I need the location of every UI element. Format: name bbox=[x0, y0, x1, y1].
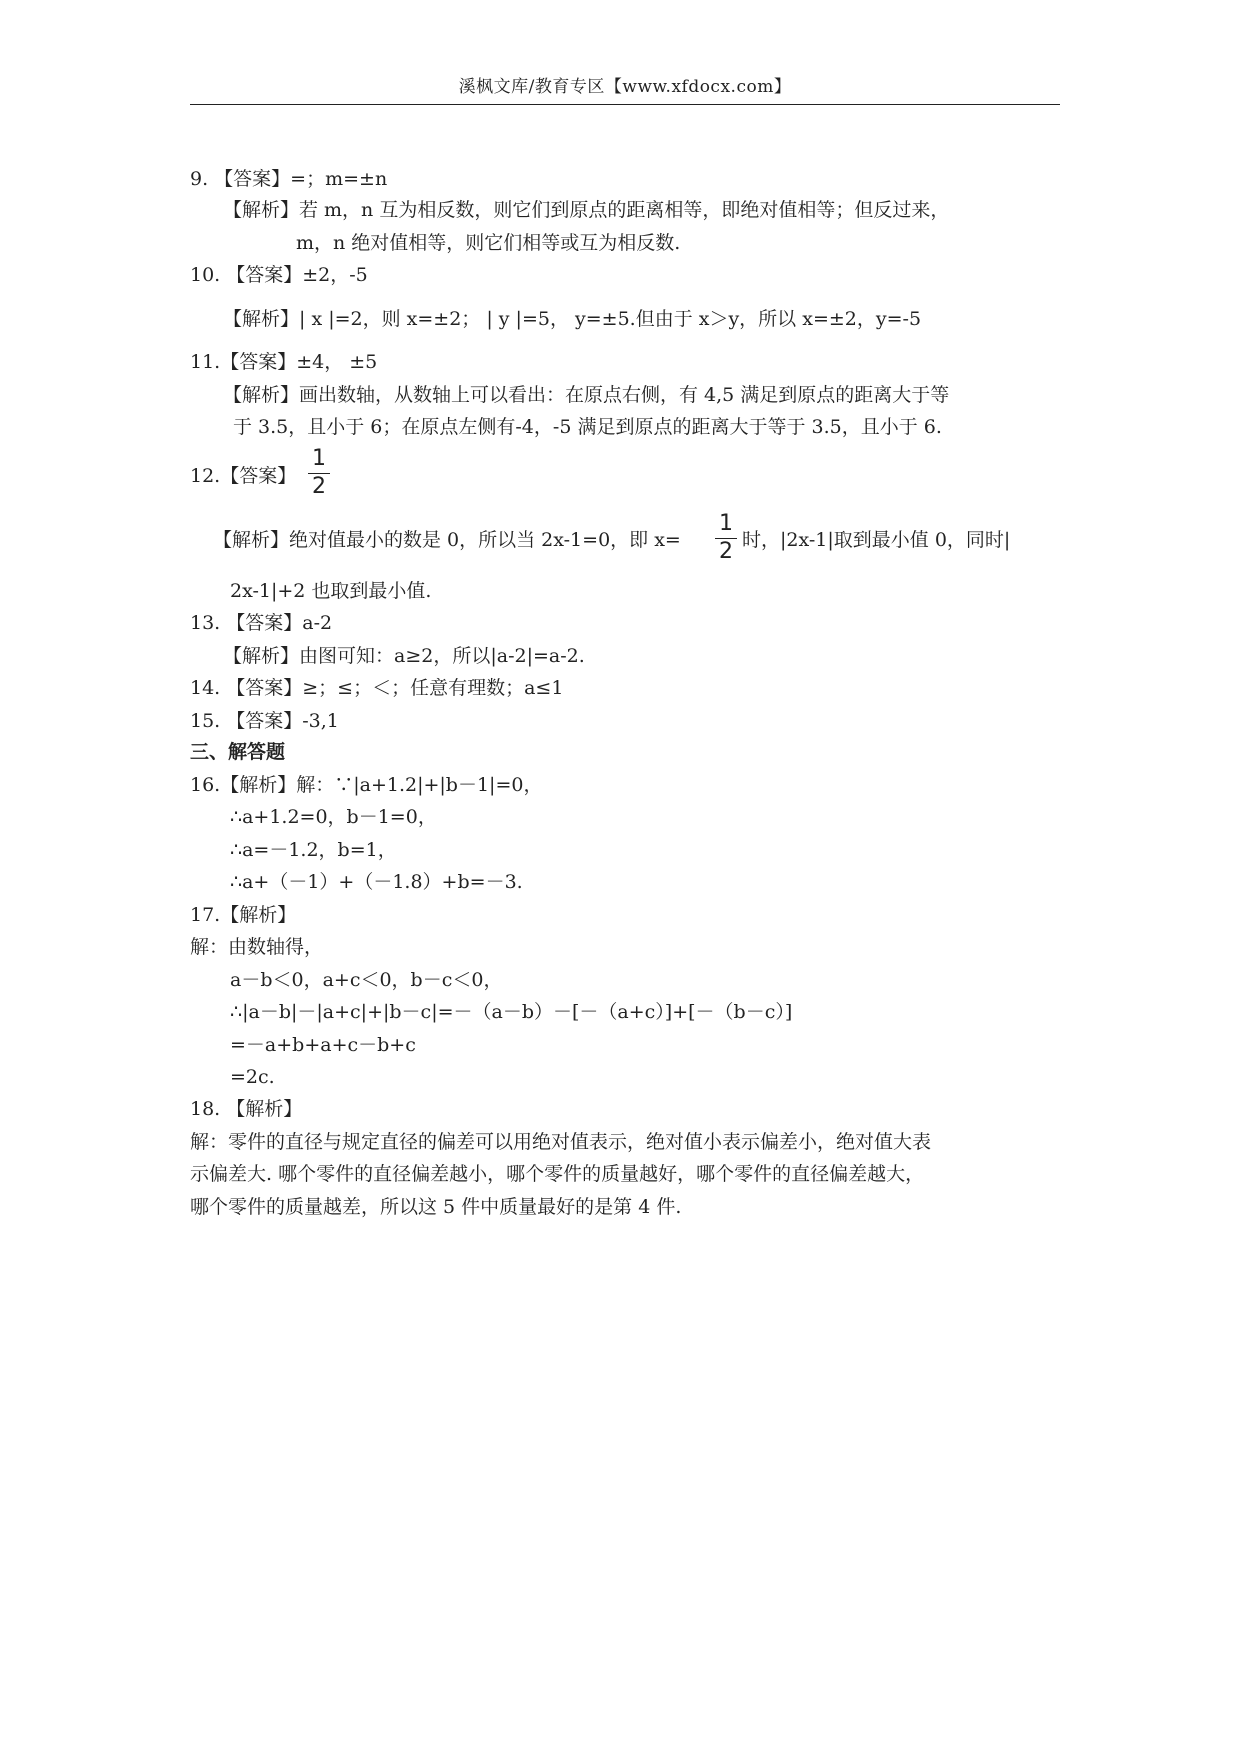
analysis-12-cont: 2x-1|+2 也取到最小值. bbox=[230, 580, 432, 602]
answer-15: 15. 【答案】-3,1 bbox=[190, 710, 339, 732]
answer-10: 10. 【答案】±2，-5 bbox=[190, 264, 368, 286]
solution-17-step4: =2c. bbox=[230, 1066, 275, 1088]
analysis-10: 【解析】| x |=2，则 x=±2； | y |=5， y=±5.但由于 x＞y，所以 x=±2，y=-5 bbox=[223, 308, 922, 330]
analysis-12: 【解析】绝对值最小的数是 0，所以当 2x-1=0，即 x= bbox=[213, 529, 681, 551]
solution-17-intro: 解：由数轴得， bbox=[190, 936, 324, 958]
analysis-9-cont: m，n 绝对值相等，则它们相等或互为相反数. bbox=[296, 232, 681, 254]
solution-18-text2: 示偏差大. 哪个零件的直径偏差越小，哪个零件的质量越好，哪个零件的直径偏差越大， bbox=[190, 1163, 925, 1185]
fraction-denominator: 2 bbox=[719, 539, 733, 564]
solution-18: 18. 【解析】 bbox=[190, 1098, 303, 1120]
fraction-numerator: 1 bbox=[719, 511, 733, 536]
analysis-13: 【解析】由图可知：a≥2，所以|a-2|=a-2. bbox=[223, 645, 585, 667]
fraction-numerator: 1 bbox=[312, 446, 326, 471]
analysis-11-cont: 于 3.5，且小于 6；在原点左侧有-4，-5 满足到原点的距离大于等于 3.5，且小于 6. bbox=[233, 416, 942, 438]
solution-16-step1: ∴a+1.2=0，b－1=0， bbox=[230, 806, 437, 828]
analysis-11: 【解析】画出数轴，从数轴上可以看出：在原点右侧，有 4,5 满足到原点的距离大于等 bbox=[223, 384, 950, 406]
analysis-9: 【解析】若 m，n 互为相反数，则它们到原点的距离相等，即绝对值相等；但反过来， bbox=[223, 199, 950, 221]
answer-12-fraction bbox=[308, 448, 330, 498]
solution-17: 17.【解析】 bbox=[190, 904, 297, 926]
analysis-12-tail: 时，|2x-1|取到最小值 0，同时| bbox=[742, 529, 1011, 551]
solution-17-step1: a－b＜0，a+c＜0，b－c＜0， bbox=[230, 969, 503, 991]
section-heading: 三、解答题 bbox=[190, 741, 286, 763]
answer-11: 11.【答案】±4， ±5 bbox=[190, 351, 378, 373]
answer-13: 13. 【答案】a-2 bbox=[190, 612, 333, 634]
solution-18-text1: 解：零件的直径与规定直径的偏差可以用绝对值表示，绝对值小表示偏差小，绝对值大表 bbox=[190, 1131, 932, 1153]
analysis-12-fraction bbox=[715, 513, 737, 563]
solution-17-step2: ∴|a－b|－|a+c|+|b－c|=－（a－b）－[－（a+c）]+[－（b－c）] bbox=[230, 1001, 793, 1023]
fraction-denominator: 2 bbox=[312, 474, 326, 499]
answer-12: 12.【答案】 bbox=[190, 465, 297, 487]
solution-17-step3: =－a+b+a+c－b+c bbox=[230, 1034, 416, 1056]
answer-14: 14. 【答案】≥；≤；＜；任意有理数；a≤1 bbox=[190, 677, 564, 699]
solution-16-step2: ∴a=－1.2，b=1， bbox=[230, 839, 397, 861]
solution-18-text3: 哪个零件的质量越差，所以这 5 件中质量最好的是第 4 件. bbox=[190, 1196, 682, 1218]
solution-16-step3: ∴a+（－1）+（－1.8）+b=－3. bbox=[230, 871, 523, 893]
answer-9: 9. 【答案】=；m=±n bbox=[190, 168, 388, 190]
solution-16: 16.【解析】解：∵|a+1.2|+|b－1|=0， bbox=[190, 774, 543, 796]
page-header: 溪枫文库/教育专区【www.xfdocx.com】 bbox=[190, 72, 1060, 105]
